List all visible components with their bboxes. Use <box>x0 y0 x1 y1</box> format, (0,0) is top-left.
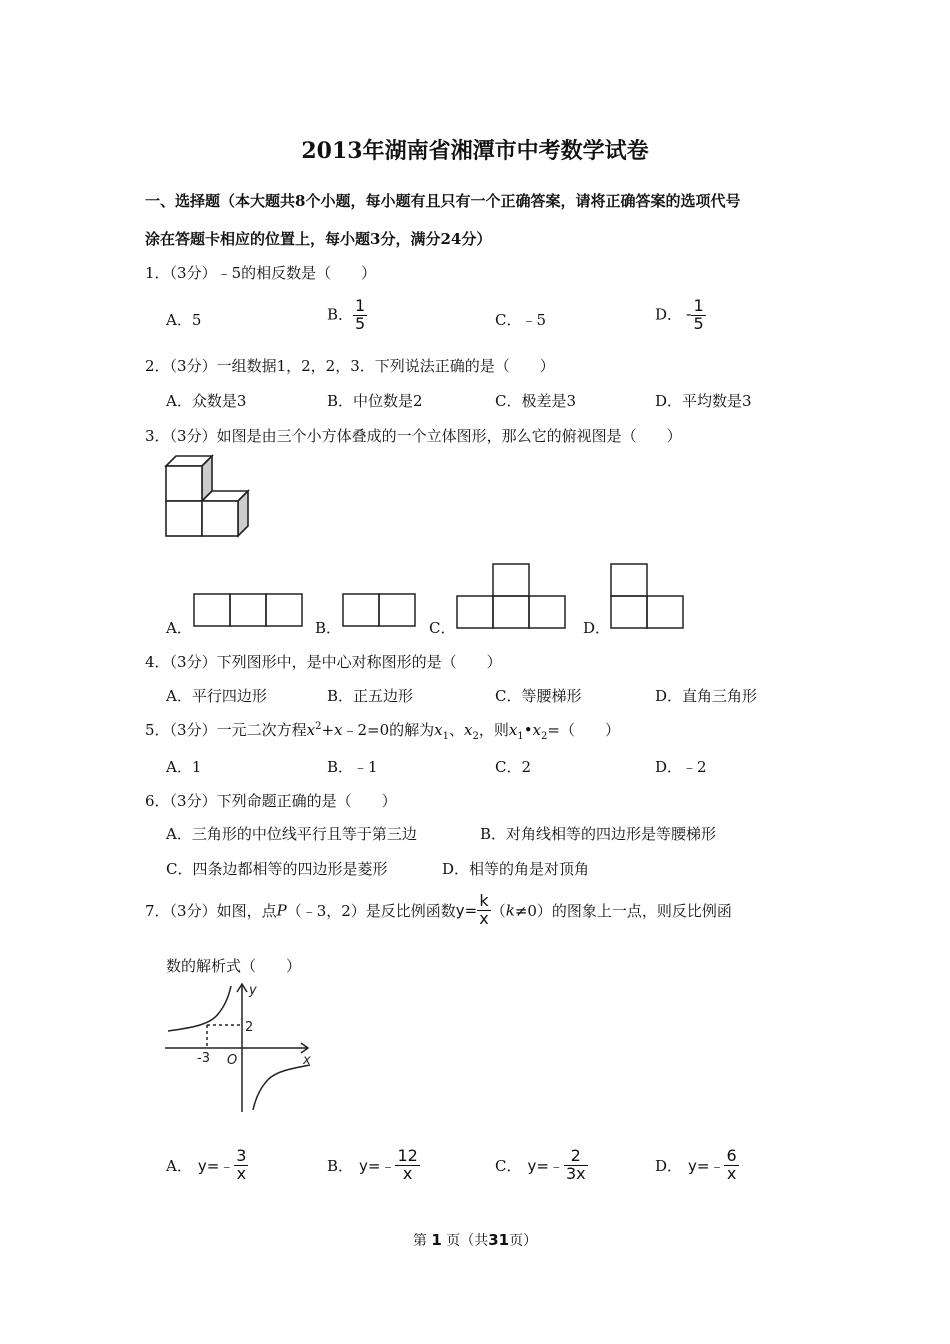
q7-b-num: 12 <box>397 1146 418 1165</box>
q3-option-a-figure <box>193 593 305 628</box>
q4-option-c: C．等腰梯形 <box>495 687 582 705</box>
q3-option-b-figure <box>342 593 418 628</box>
q1-d-den: 5 <box>693 313 704 333</box>
q3-option-c-figure <box>456 563 568 629</box>
q7-option-c <box>495 1148 588 1183</box>
q2-option-c: C．极差是3 <box>495 392 577 410</box>
footer-total-pages: 31 <box>488 1231 510 1249</box>
graph-tick-x: -3 <box>197 1051 210 1066</box>
q7-option-b <box>327 1148 420 1183</box>
q7-hyperbola-graph <box>160 980 320 1116</box>
footer-mid: 页（共 <box>446 1233 489 1249</box>
graph-x-label: x <box>303 1053 311 1068</box>
q5-p2-sub: 2 <box>541 731 548 742</box>
graph-origin-label: O <box>227 1053 238 1068</box>
q1-b-num: 1 <box>355 296 366 315</box>
q4-option-a: A．平行四边形 <box>166 687 267 705</box>
q3-option-d-label: D． <box>583 619 611 637</box>
q5-stem-end: =（ ） <box>547 721 620 739</box>
q7-y-eq: y= <box>455 901 478 920</box>
q5-option-d: D．﹣2 <box>655 758 707 776</box>
section-heading-line2: 涂在答题卡相应的位置上，每小题3分，满分24分） <box>145 230 492 248</box>
q3-stem: 3．（3分）如图是由三个小方体叠成的一个立体图形，那么它的俯视图是（ ） <box>145 427 682 445</box>
q1-d-fraction <box>691 298 705 333</box>
q7-cond-end: ≠0）的图象上一点，则反比例函 <box>514 901 732 920</box>
q3-option-d-figure <box>610 563 686 629</box>
q7-c-num: 2 <box>564 1148 588 1166</box>
cube-bottom-right-front <box>202 501 238 536</box>
q7-d-den: x <box>726 1163 737 1183</box>
q7-k: k <box>505 901 515 920</box>
q5-option-c: C．2 <box>495 758 532 776</box>
q1-option-b <box>327 298 367 333</box>
q7-stem-line2: 数的解析式（ ） <box>166 957 302 975</box>
q7-point-coords: （﹣3，2）是反比例函数 <box>286 901 456 920</box>
q5-stem <box>145 719 620 742</box>
cube-top-front <box>166 466 202 501</box>
q5-x2: x <box>463 721 473 739</box>
q1-option-a: A．5 <box>166 311 202 329</box>
q6-option-a: A．三角形的中位线平行且等于第三边 <box>166 825 417 843</box>
q5-x2-sub: 2 <box>472 731 479 742</box>
q7-option-d <box>655 1148 739 1183</box>
q7-point-p: P <box>276 901 287 920</box>
q1-b-label: B． <box>327 305 354 324</box>
q7-option-a <box>166 1148 248 1183</box>
q1-d-num: 1 <box>693 296 704 315</box>
q7-d-fraction <box>724 1148 738 1183</box>
q5-stem-mid: ﹣2=0的解为 <box>342 721 435 739</box>
hyperbola-branch-right <box>253 1065 310 1110</box>
q3-option-b-label: B． <box>315 619 342 637</box>
q1-d-sign: - <box>686 305 692 324</box>
q2-stem: 2．（3分）一组数据1，2，2，3．下列说法正确的是（ ） <box>145 357 555 375</box>
q1-b-den: 5 <box>355 313 366 333</box>
q7-a-label: A． <box>166 1156 192 1175</box>
page-title: 2013年湖南省湘潭市中考数学试卷 <box>301 138 649 164</box>
footer-page-number: 1 <box>431 1231 442 1249</box>
q7-frac-num: k <box>477 893 490 911</box>
q4-option-d: D．直角三角形 <box>655 687 758 705</box>
q7-stem-pre: 7．（3分）如图，点 <box>145 901 277 920</box>
q5-option-a: A．1 <box>166 758 202 776</box>
graph-tick-y: 2 <box>245 1020 254 1035</box>
q3-cube-figure <box>160 450 255 540</box>
q7-c-y: y=﹣ <box>527 1156 564 1175</box>
q3-option-c-label: C． <box>429 619 456 637</box>
q5-option-b: B．﹣1 <box>327 758 378 776</box>
q7-a-num: 3 <box>236 1146 247 1165</box>
q7-d-num: 6 <box>726 1146 737 1165</box>
q3-option-a-label: A． <box>166 619 192 637</box>
cube-bottom-left-front <box>166 501 202 536</box>
q5-stem-pre: 5．（3分）一元二次方程 <box>145 721 307 739</box>
q5-x1-sub: 1 <box>442 731 449 742</box>
page-footer <box>0 1230 950 1250</box>
q7-cond-pre: （ <box>490 901 506 920</box>
q6-option-b: B．对角线相等的四边形是等腰梯形 <box>480 825 717 843</box>
q5-dot: • <box>523 721 533 739</box>
q5-var-x: x <box>306 721 316 739</box>
q1-d-label: D． <box>655 305 683 324</box>
q1-option-c: C．﹣5 <box>495 311 547 329</box>
footer-end: 页） <box>509 1233 538 1249</box>
q7-fraction <box>477 893 490 928</box>
q7-d-label: D． <box>655 1156 683 1175</box>
q7-b-y: y=﹣ <box>359 1156 396 1175</box>
q7-c-fraction <box>564 1148 588 1183</box>
q5-p1: x <box>508 721 518 739</box>
footer-pre: 第 <box>412 1233 427 1249</box>
q7-a-fraction <box>234 1148 248 1183</box>
q7-frac-den: x <box>479 908 489 928</box>
q1-b-fraction <box>353 298 367 333</box>
q7-c-label: C． <box>495 1156 522 1175</box>
q7-c-den: 3x <box>565 1163 586 1183</box>
q5-then: ，则 <box>478 721 509 739</box>
q7-b-den: x <box>402 1163 413 1183</box>
q5-comma: 、 <box>448 721 464 739</box>
q7-a-den: x <box>236 1163 247 1183</box>
q4-option-b: B．正五边形 <box>327 687 414 705</box>
graph-y-label: y <box>249 983 257 998</box>
q5-square: 2 <box>315 721 322 732</box>
q1-stem: 1．（3分）﹣5的相反数是（ ） <box>145 264 377 282</box>
q2-option-d: D．平均数是3 <box>655 392 752 410</box>
q4-stem: 4．（3分）下列图形中，是中心对称图形的是（ ） <box>145 653 502 671</box>
q5-p2: x <box>532 721 542 739</box>
q6-option-d: D．相等的角是对顶角 <box>442 860 590 878</box>
q5-p1-sub: 1 <box>517 731 524 742</box>
q7-a-y: y=﹣ <box>197 1156 235 1175</box>
q6-stem: 6．（3分）下列命题正确的是（ ） <box>145 792 397 810</box>
q1-option-d <box>655 298 706 333</box>
q5-x1: x <box>434 721 443 739</box>
q7-b-fraction <box>395 1148 419 1183</box>
q7-b-label: B． <box>327 1156 354 1175</box>
q5-plus-x: +x <box>321 721 343 739</box>
section-heading-line1: 一、选择题（本大题共8个小题，每小题有且只有一个正确答案，请将正确答案的选项代号 <box>145 192 741 210</box>
q6-option-c: C．四条边都相等的四边形是菱形 <box>166 860 388 878</box>
q7-stem <box>145 893 732 928</box>
q7-d-y: y=﹣ <box>688 1156 725 1175</box>
q2-option-b: B．中位数是2 <box>327 392 423 410</box>
q2-option-a: A．众数是3 <box>166 392 247 410</box>
